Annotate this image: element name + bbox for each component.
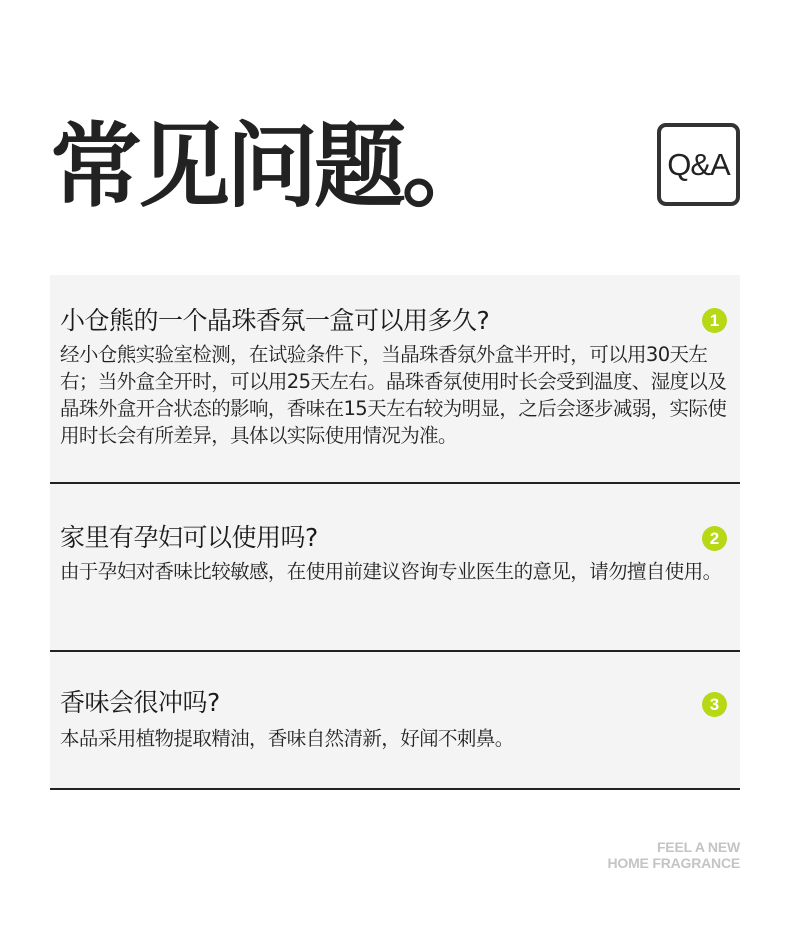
qa-badge: Q&A [657,123,740,206]
faq-answer: 经小仓熊实验室检测，在试验条件下，当晶珠香氛外盒半开时，可以用30天左右；当外盒全开时，可以用25天左右。晶珠香氛使用时长会受到温度、湿度以及晶珠外盒开合状态的影响，香味在15天左右较为明显，之后会逐步减弱，实际使用时长会有所差异，具体以实际使用情况为准。 [60,343,727,447]
faq-item-1 [50,275,740,484]
faq-item-3 [50,652,740,790]
brand-tagline [607,839,740,871]
faq-question: 小仓熊的一个晶珠香氛一盒可以用多久? [60,306,490,335]
faq-number-badge: 1 [702,308,727,333]
faq-question: 家里有孕妇可以使用吗? [60,523,318,552]
page-title: 常见问题。 [50,113,491,220]
faq-item-2 [50,484,740,652]
faq-number-badge: 2 [702,526,727,551]
tagline-line-1: FEEL A NEW [656,839,740,855]
tagline-line-2: HOME FRAGRANCE [607,855,740,871]
faq-number-badge: 3 [702,692,727,717]
faq-answer: 本品采用植物提取精油，香味自然清新，好闻不刺鼻。 [60,727,514,750]
faq-answer: 由于孕妇对香味比较敏感，在使用前建议咨询专业医生的意见，请勿擅自使用。 [60,560,722,583]
faq-question: 香味会很冲吗? [60,688,220,717]
